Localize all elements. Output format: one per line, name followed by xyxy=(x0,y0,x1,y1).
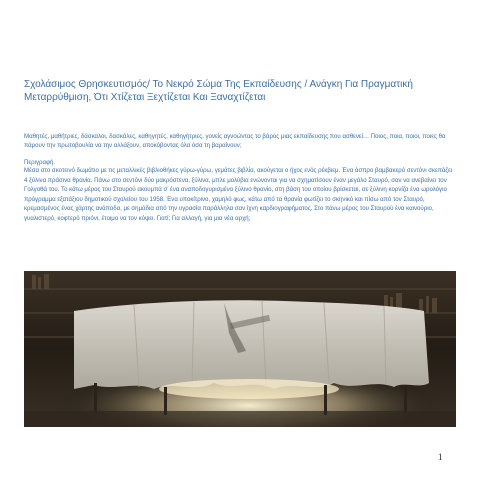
description-paragraph: Μέσα στο σκοτεινό δωμάτιο με τις μεταλλικές βιβλιοθήκες γύρω-γύρω, γεμάτες βιβλία, ακούγεται ο ήχος ενός ρέκβιεμ. Ένα άσπρο βαμβακερό σεντόνι σκεπάζει 4 ξύλινα πράσινα θρανία. Πάνω στο σεντόνι δύο μακρόστενα, ξύλινα, μπλε μολύβια ενώνονται για να σχηματίσουν έναν μεγάλο Σταυρό, σαν να ανεβαίνει τον Γολγοθά του. Το κάτω μέρος του Σταυρού ακουμπά σ’ ένα αναποδογυρισμένο ξύλινο θρανίο, στη βάση του οποίου βρίσκεται, σε ξύλινη κορνίζα ένα ωρολόγιο πρόγραμμα εξατάξιου δημοτικού σχολείου του 1958. Ένα υποκίτρινο, χαμηλό φως, κάτω από τα θρανία φωτίζει το σκηνικό και πίσω από τον Σταυρό, κρεμασμένος ένας χάρτης ανάποδα, με σημάδια από την υγρασία παράλληλα σαν ίχνη καρδιογραφήματος. Στο πάνω μέρος του Σταυρού ένα καινούριο, γυαλιστερό, κοφτερό πριόνι, έτοιμο να τον κόψει. Γιατί; Για αλλαγή, για μια νέα αρχή; xyxy=(24,167,453,222)
photo-image xyxy=(24,271,456,427)
description-heading: Περιγραφή. xyxy=(24,159,56,166)
page-number: 1 xyxy=(438,452,443,462)
page-title: Σχολάσιμος Θρησκευτισμός/ Το Νεκρό Σώμα Της Εκπαίδευσης / Ανάγκη Για Πραγματική Μεταρρύθμιση, Ότι Χτίζεται Ξεχτίζεται Και Ξαναχτίζεται xyxy=(24,79,413,103)
intro-paragraph: Μαθητές, μαθήτριες, δάσκαλοι, δασκάλες, καθηγητές, καθηγήτριες, γονείς αγνοώντας το βάρος μιας εκπαίδευσης που ασθενεί… Ποιος, ποια, ποιοι, ποιες θα πάρουν την πρωτοβουλία να την αλλάξουν, αποκόβοντας όλα όσα τη βαραίνουν; xyxy=(24,133,446,149)
installation-photo xyxy=(24,271,456,427)
